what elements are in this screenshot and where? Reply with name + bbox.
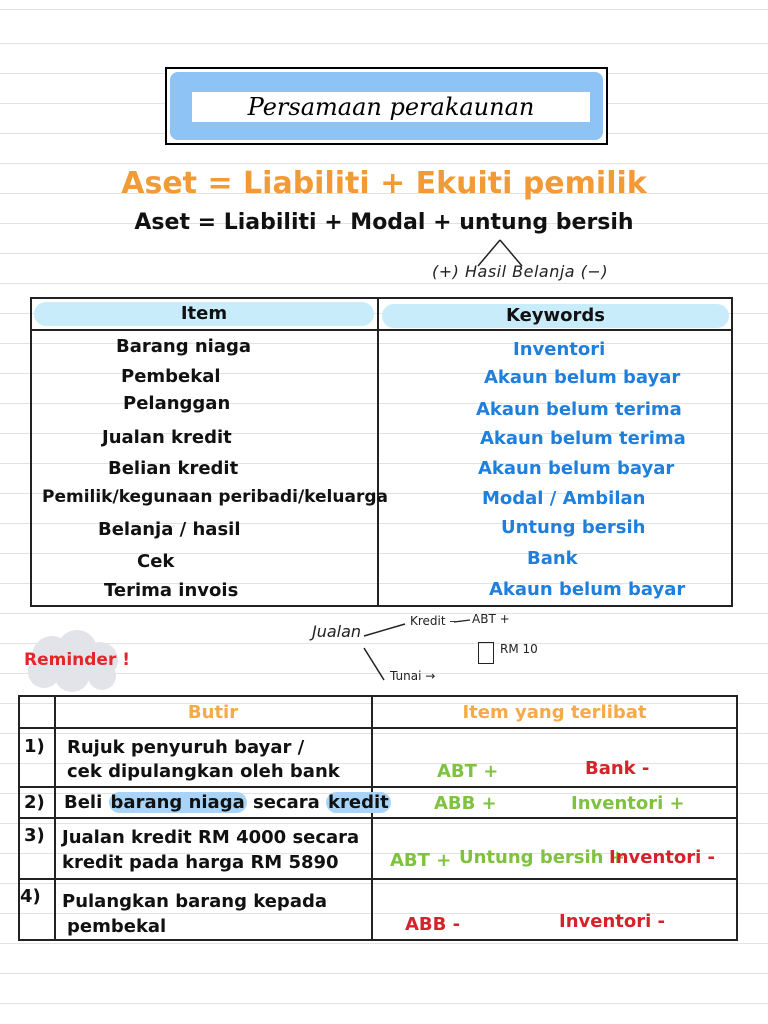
table-cell-item: Cek (137, 551, 175, 572)
table-cell-keyword: Akaun belum bayar (489, 579, 686, 600)
header-item: Item (34, 302, 374, 326)
page-title: Persamaan perakaunan (247, 93, 535, 121)
table-cell-item: Pemilik/kegunaan peribadi/keluarga (42, 487, 388, 507)
table-cell-keyword: Inventori (513, 339, 606, 360)
row-number: 4) (20, 886, 41, 907)
table-cell-keyword: Akaun belum bayar (484, 367, 681, 388)
header-item-terlibat: Item yang terlibat (462, 702, 647, 723)
tag-entry: Untung bersih + (459, 847, 625, 868)
table-cell-keyword: Akaun belum terima (476, 399, 682, 420)
abt-note: ABT + (472, 612, 510, 626)
jualan-note: Jualan (312, 622, 362, 641)
table-cell-keyword: Untung bersih (501, 517, 646, 538)
table-cell-item: Pembekal (121, 366, 221, 387)
butir-line: Jualan kredit RM 4000 secara (62, 827, 360, 848)
header-keywords: Keywords (382, 304, 729, 328)
table-cell-keyword: Akaun belum bayar (478, 458, 675, 479)
table-divider (18, 727, 738, 729)
tag-entry: Inventori - (609, 847, 716, 868)
tag-entry: Bank - (585, 758, 650, 779)
kredit-note: Kredit — (410, 614, 462, 628)
reminder-label: Reminder ! (24, 650, 131, 670)
highlight-kredit: kredit (328, 792, 389, 813)
formula-sub: Aset = Liabiliti + Modal + untung bersih (134, 210, 634, 235)
table-cell-item: Barang niaga (116, 336, 252, 357)
butir-line: kredit pada harga RM 5890 (62, 852, 339, 873)
highlight-barang-niaga: barang niaga (110, 792, 245, 813)
header-butir: Butir (187, 702, 239, 723)
row-number: 3) (24, 825, 45, 846)
formula-main: Aset = Liabiliti + Ekuiti pemilik (121, 166, 647, 201)
butir-line: Pulangkan barang kepada (62, 891, 327, 912)
tag-entry: ABT + (390, 850, 452, 871)
table-divider (18, 817, 738, 819)
table-cell-keyword: Akaun belum terima (480, 428, 686, 449)
tag-entry: ABB - (405, 914, 461, 935)
hasil-belanja-note: (+) Hasil Belanja (−) (432, 262, 609, 281)
table-divider (18, 878, 738, 880)
butir-line: cek dipulangkan oleh bank (67, 761, 340, 782)
butir-text: Beli (64, 792, 109, 813)
table-cell-keyword: Modal / Ambilan (482, 488, 646, 509)
butir-line (64, 790, 391, 815)
table-cell-item: Terima invois (104, 580, 239, 601)
tag-entry: ABT + (437, 761, 499, 782)
butir-text: secara (246, 792, 327, 813)
table-divider (18, 786, 738, 788)
butir-line: pembekal (67, 916, 167, 937)
tag-entry: Inventori - (559, 911, 666, 932)
row-number: 1) (24, 736, 45, 757)
table-cell-item: Belanja / hasil (98, 519, 241, 540)
tag-entry: Inventori + (571, 793, 685, 814)
table-cell-item: Jualan kredit (102, 427, 232, 448)
table-cell-item: Pelanggan (123, 393, 231, 414)
table-cell-keyword: Bank (527, 548, 578, 569)
rm-note: RM 10 (500, 642, 538, 656)
tag-entry: ABB + (434, 793, 497, 814)
tunai-note: Tunai → (390, 669, 436, 683)
table-cell-item: Belian kredit (108, 458, 239, 479)
row-number: 2) (24, 792, 45, 813)
butir-line: Rujuk penyuruh bayar / (67, 737, 305, 758)
box-icon (478, 642, 494, 664)
